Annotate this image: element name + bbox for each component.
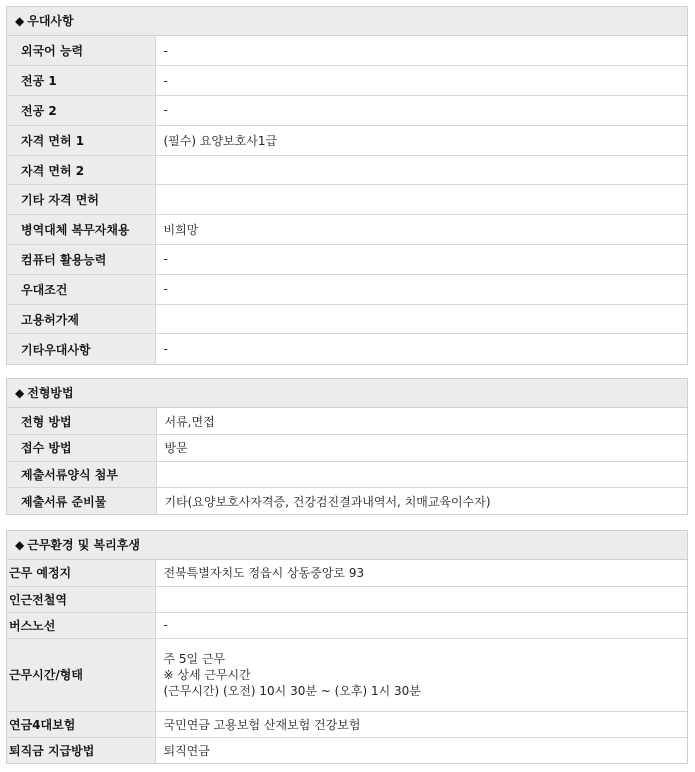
selection-table <box>7 408 687 514</box>
row-value: - <box>155 612 687 638</box>
table-row <box>7 461 687 488</box>
row-label: 퇴직금 지급방법 <box>7 737 155 763</box>
diamond-icon: ◆ <box>15 386 25 400</box>
table-row <box>7 66 687 96</box>
row-value: 비희망 <box>155 215 687 245</box>
work-hours-line: (근무시간) (오전) 10시 30분 ~ (오후) 1시 30분 <box>163 683 421 698</box>
row-value <box>155 155 687 185</box>
section-title: ◆ 우대사항 <box>7 7 687 36</box>
table-row <box>7 638 687 711</box>
row-label: 버스노선 <box>7 612 155 638</box>
row-label: 전형 방법 <box>7 408 156 435</box>
row-value: - <box>155 66 687 96</box>
row-label: 외국어 능력 <box>7 36 155 66</box>
table-row <box>7 586 687 612</box>
table-row <box>7 185 687 215</box>
section-title: ◆ 근무환경 및 복리후생 <box>7 531 687 560</box>
row-value <box>155 586 687 612</box>
environment-table <box>7 560 687 763</box>
row-value: 기타(요양보호사자격증, 건강검진결과내역서, 치매교육이수자) <box>156 488 687 515</box>
row-value: - <box>155 96 687 126</box>
row-label: 자격 면허 2 <box>7 155 155 185</box>
row-label: 병역대체 복무자채용 <box>7 215 155 245</box>
row-label: 근무 예정지 <box>7 560 155 586</box>
row-value <box>155 304 687 334</box>
preferences-section <box>6 6 688 365</box>
row-value: 퇴직연금 <box>155 737 687 763</box>
diamond-icon: ◆ <box>15 538 25 552</box>
row-label: 자격 면허 1 <box>7 125 155 155</box>
table-row <box>7 274 687 304</box>
row-label: 근무시간/형태 <box>7 638 155 711</box>
table-row <box>7 245 687 275</box>
row-label: 인근전철역 <box>7 586 155 612</box>
row-value <box>156 461 687 488</box>
row-label: 전공 2 <box>7 96 155 126</box>
table-row <box>7 435 687 462</box>
row-label: 제출서류 준비물 <box>7 488 156 515</box>
row-label: 제출서류양식 첨부 <box>7 461 156 488</box>
table-row <box>7 36 687 66</box>
table-row <box>7 711 687 737</box>
work-hours-line: 주 5일 근무 <box>163 651 226 666</box>
table-row <box>7 155 687 185</box>
table-row <box>7 334 687 364</box>
row-label: 우대조건 <box>7 274 155 304</box>
table-row <box>7 488 687 515</box>
table-row <box>7 612 687 638</box>
row-value <box>155 185 687 215</box>
row-value: 방문 <box>156 435 687 462</box>
row-label: 접수 방법 <box>7 435 156 462</box>
preferences-table <box>7 36 687 364</box>
row-label: 고용허가제 <box>7 304 155 334</box>
table-row <box>7 560 687 586</box>
row-value: - <box>155 36 687 66</box>
row-label: 연금4대보험 <box>7 711 155 737</box>
table-row <box>7 737 687 763</box>
work-hours-value <box>155 638 687 711</box>
row-label: 전공 1 <box>7 66 155 96</box>
row-label: 기타 자격 면허 <box>7 185 155 215</box>
table-row <box>7 304 687 334</box>
table-row <box>7 408 687 435</box>
row-value: - <box>155 245 687 275</box>
row-value: - <box>155 334 687 364</box>
section-title: ◆ 전형방법 <box>7 379 687 408</box>
work-environment-section <box>6 530 688 764</box>
table-row <box>7 125 687 155</box>
row-label: 기타우대사항 <box>7 334 155 364</box>
row-label: 컴퓨터 활용능력 <box>7 245 155 275</box>
work-hours-line: ※ 상세 근무시간 <box>163 667 251 682</box>
workplace-address: 전북특별자치도 정읍시 상동중앙로 93 <box>155 560 687 586</box>
selection-method-section <box>6 378 688 515</box>
diamond-icon: ◆ <box>15 14 25 28</box>
row-value: 국민연금 고용보험 산재보험 건강보험 <box>155 711 687 737</box>
table-row <box>7 215 687 245</box>
row-value: - <box>155 274 687 304</box>
table-row <box>7 96 687 126</box>
row-value: 서류,면접 <box>156 408 687 435</box>
row-value: (필수) 요양보호사1급 <box>155 125 687 155</box>
